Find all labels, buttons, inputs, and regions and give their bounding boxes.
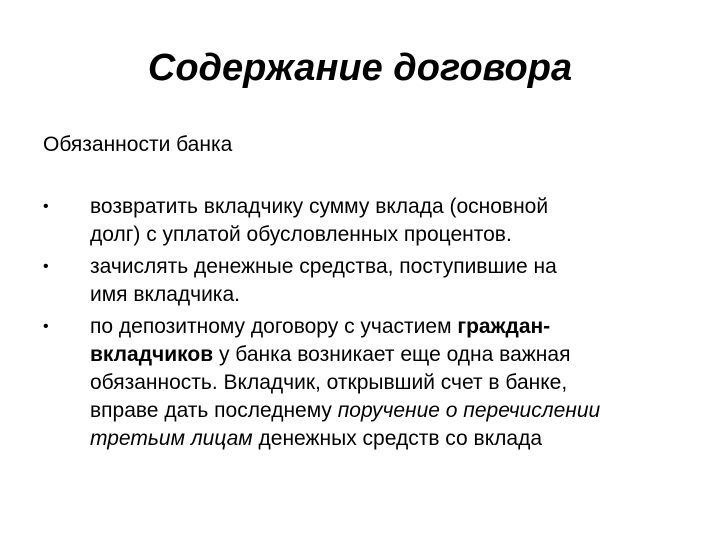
text-segment: долг) с уплатой обусловленных процентов. bbox=[90, 223, 512, 246]
bullet-line bbox=[90, 193, 693, 221]
text-segment: обязанность. Вкладчик, открывший счет в банке, bbox=[90, 371, 568, 394]
text-segment: третьим лицам bbox=[90, 427, 253, 450]
text-segment: возвратить вкладчику сумму вклада (основной bbox=[90, 195, 549, 218]
bullet-item bbox=[43, 253, 693, 309]
text-segment: граждан- bbox=[457, 315, 551, 338]
bullet-list bbox=[43, 193, 693, 457]
bullet-line bbox=[90, 281, 693, 309]
bullet-line bbox=[90, 397, 693, 425]
text-segment: по депозитному договору с участием bbox=[90, 315, 458, 338]
bullet-item bbox=[43, 193, 693, 249]
text-segment: вкладчиков bbox=[90, 343, 214, 366]
bullet-marker: • bbox=[43, 198, 49, 215]
text-segment: зачислять денежные средства, поступившие на bbox=[90, 255, 557, 278]
bullet-item bbox=[43, 313, 693, 453]
bullet-line bbox=[90, 221, 693, 249]
bullet-marker: • bbox=[43, 258, 49, 275]
text-segment: у банка возникает еще одна важная bbox=[213, 343, 571, 366]
bullet-line bbox=[90, 253, 693, 281]
text-segment: вправе дать последнему bbox=[90, 399, 338, 422]
bullet-line bbox=[90, 341, 693, 369]
bullet-line bbox=[90, 313, 693, 341]
bullet-line bbox=[90, 425, 693, 453]
slide-title: Содержание договора bbox=[147, 47, 573, 89]
text-segment: поручение о перечислении bbox=[337, 399, 601, 422]
bullet-marker: • bbox=[43, 318, 49, 335]
slide-subheading: Обязанности банка bbox=[43, 133, 233, 156]
text-segment: имя вкладчика. bbox=[90, 283, 240, 306]
text-segment: денежных средств со вклада bbox=[252, 427, 543, 450]
bullet-line bbox=[90, 369, 693, 397]
